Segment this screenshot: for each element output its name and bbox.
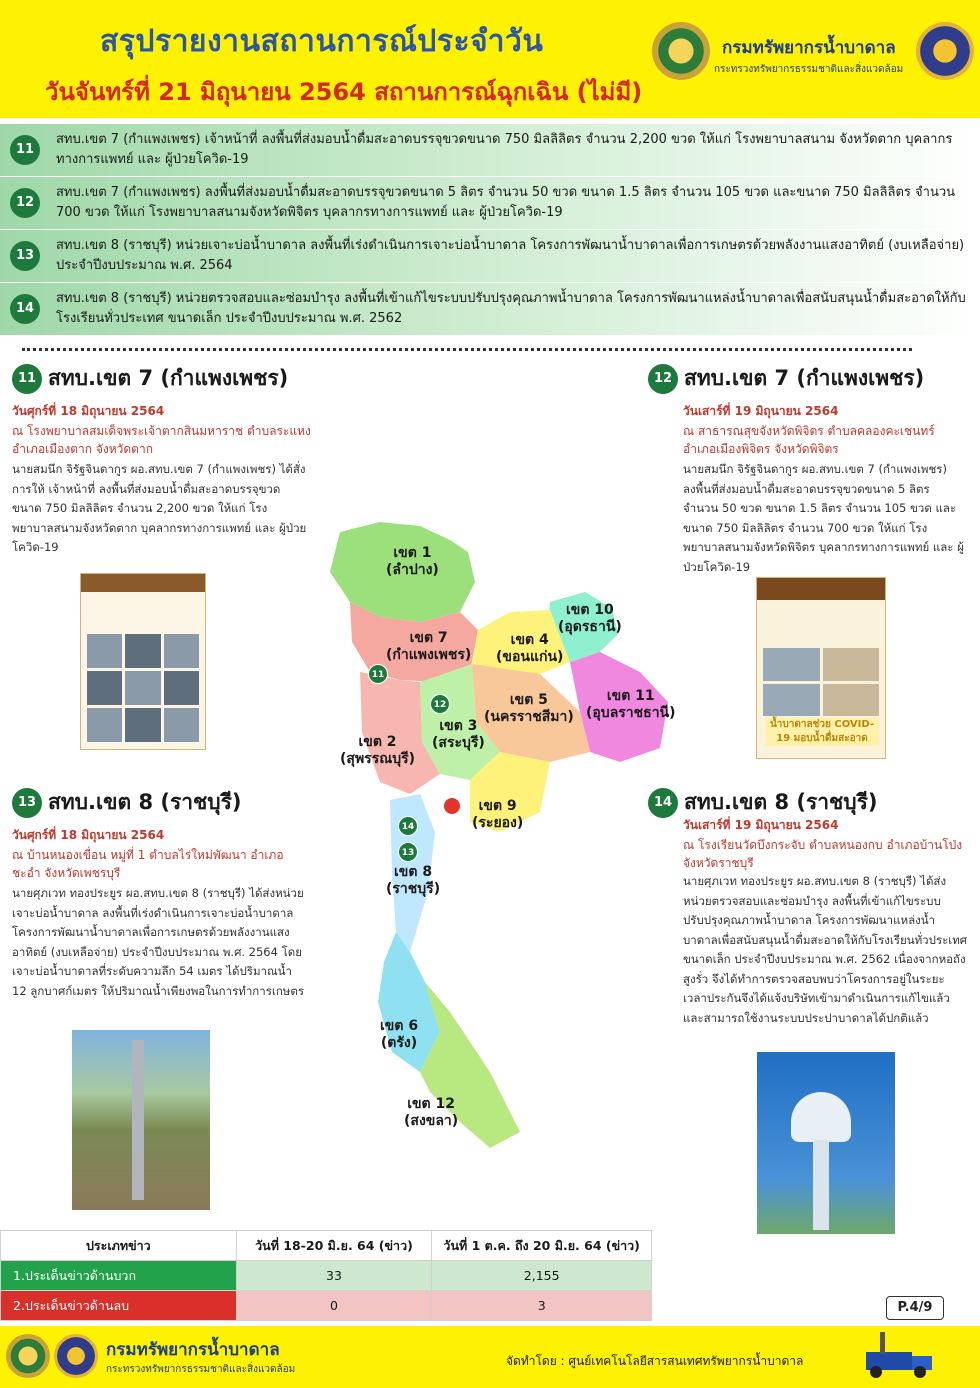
section-12-date: วันเสาร์ที่ 19 มิถุนายน 2564 (683, 404, 839, 418)
department-seal-icon (54, 1334, 98, 1378)
section-14-heading (648, 786, 878, 819)
section-14-water-tower-photo (757, 1052, 895, 1234)
news-stats-table (0, 1230, 652, 1321)
ministry-seal-icon (652, 22, 710, 80)
zone-label: เขต 7 (กำแพงเพชร) (386, 630, 472, 663)
map-news-marker: 14 (398, 816, 418, 836)
poster-header (757, 578, 885, 600)
section-13-body: นายศุภเวท ทองประยูร ผอ.สทบ.เขต 8 (ราชบุรี) ได้ส่งหน่วยเจาะบ่อน้ำบาดาล ลงพื้นที่เร่งดำเนินการเจาะบ่อน้ำบาดาล โครงการพัฒนาน้ำบาดาลเพื่อการเกษตรด้วยพลังงานแสงอาทิตย์ (งบเหลือจ่าย) ประจำปีงบประมาณ พ.ศ. 2564 โดยเจาะบ่อน้ำบาดาลที่ระดับความลึก 54 เมตร ได้ปริมาณน้ำ 12 ลูกบาศก์เมตร ให้ปริมาณน้ำเพียงพอในการทำการเกษตร (12, 886, 305, 998)
section-title: สทบ.เขต 8 (ราชบุรี) (684, 790, 878, 814)
section-13-date: วันศุกร์ที่ 18 มิถุนายน 2564 (12, 828, 165, 842)
row-value: 3 (432, 1291, 652, 1321)
section-number-badge: 12 (648, 364, 678, 394)
report-footer (0, 1326, 980, 1388)
department-seal-icon (916, 22, 974, 80)
column-header: ประเภทข่าว (1, 1231, 237, 1261)
section-12-body: นายสมนึก จิรัฐจินดากูร ผอ.สทบ.เขต 7 (กำแพงเพชร) ลงพื้นที่ส่งมอบน้ำดื่มสะอาดบรรจุขวดขนาด 5 ลิตร จำนวน 50 ขวด ขนาด 1.5 ลิตร จำนวน 105 ขวด และขนาด 750 มิลลิลิตร จำนวน 700 ขวด ให้แก่ โรงพยาบาลสนามจังหวัดพิจิตร บุคลากรทางการแพทย์ และ ผู้ป่วยโควิด-19 (683, 462, 964, 574)
news-item (0, 283, 980, 335)
dotted-divider (22, 348, 912, 351)
report-title: สรุปรายงานสถานการณ์ประจำวัน (100, 24, 544, 59)
zone-label: เขต 10 (อุดรธานี) (558, 602, 622, 635)
report-header (0, 0, 980, 118)
report-subtitle: วันจันทร์ที่ 21 มิถุนายน 2564 สถานการณ์ฉุกเฉิน (ไม่มี) (45, 78, 643, 106)
page-number: P.4/9 (886, 1296, 944, 1320)
news-text: สทบ.เขต 7 (กำแพงเพชร) ลงพื้นที่ส่งมอบน้ำดื่มสะอาดบรรจุขวดขนาด 5 ลิตร จำนวน 50 ขวด ขนาด 1.5 ลิตร จำนวน 105 ขวด และขนาด 750 มิลลิลิตร จำนวน 700 ขวด ให้แก่ โรงพยาบาลสนามจังหวัดพิจิตร บุคลากรทางการแพทย์ และ ผู้ป่วยโควิด-19 (56, 185, 956, 220)
footer-org-sub: กระทรวงทรัพยากรธรรมชาติและสิ่งแวดล้อม (106, 1364, 296, 1375)
water-tank (791, 1092, 851, 1142)
section-11-poster-image (80, 573, 206, 750)
news-number-badge: 11 (10, 135, 40, 165)
zone-label: เขต 8 (ราชบุรี) (386, 864, 441, 897)
zone-label: เขต 5 (นครราชสีมา) (484, 692, 574, 725)
section-11-body: นายสมนึก จิรัฐจินดากูร ผอ.สทบ.เขต 7 (กำแพงเพชร) ได้สั่งการให้ เจ้าหน้าที่ ลงพื้นที่ส่งมอบน้ำดื่มสะอาดบรรจุขวดขนาด 750 มิลลิลิตร จำนวน 2,200 ขวด ให้แก่ โรงพยาบาลสนามจังหวัดตาก บุคลากรทางการแพทย์ และ ผู้ป่วยโควิด-19 (12, 462, 307, 554)
section-number-badge: 14 (648, 788, 678, 818)
column-header: วันที่ 18-20 มิ.ย. 64 (ข่าว) (236, 1231, 432, 1261)
map-news-marker: 11 (368, 664, 388, 684)
section-14-place: ณ โรงเรียนวัดบึงกระจับ ตำบลหนองกบ อำเภอบ้านโป่ง จังหวัดราชบุรี (683, 838, 963, 870)
section-14-date: วันเสาร์ที่ 19 มิถุนายน 2564 (683, 818, 839, 832)
row-value: 0 (236, 1291, 432, 1321)
news-number-badge: 12 (10, 188, 40, 218)
zone-label: เขต 2 (สุพรรณบุรี) (340, 734, 416, 767)
map-svg (300, 512, 680, 1162)
section-title: สทบ.เขต 7 (กำแพงเพชร) (48, 366, 289, 390)
section-11-place: ณ โรงพยาบาลสมเด็จพระเจ้าตากสินมหาราช ตำบลระแหง อำเภอเมืองตาก จังหวัดตาก (12, 424, 311, 456)
bangkok-marker-icon (444, 798, 460, 814)
section-number-badge: 13 (12, 788, 42, 818)
thailand-region-map (300, 512, 680, 1162)
row-value: 33 (236, 1261, 432, 1291)
section-13-drilling-photo (72, 1030, 210, 1210)
zone-label: เขต 6 (ตรัง) (380, 1018, 419, 1051)
footer-org-name: กรมทรัพยากรน้ำบาดาล (106, 1340, 280, 1360)
news-item (0, 124, 980, 176)
section-12-place: ณ สาธารณสุขจังหวัดพิจิตร ตำบลคลองคะเชนทร์ อำเภอเมืองพิจิตร จังหวัดพิจิตร (683, 424, 935, 456)
zone-label: เขต 12 (สงขลา) (404, 1096, 459, 1129)
news-item (0, 230, 980, 282)
row-value: 2,155 (432, 1261, 652, 1291)
poster-caption: น้ำบาดาลช่วย COVID-19 มอบน้ำดื่มสะอาด (765, 718, 879, 746)
row-label: 2.ประเด็นข่าวด้านลบ (1, 1291, 237, 1321)
news-text: สทบ.เขต 7 (กำแพงเพชร) เจ้าหน้าที่ ลงพื้นที่ส่งมอบน้ำดื่มสะอาดบรรจุขวดขนาด 750 มิลลิลิตร จำนวน 2,200 ขวด ให้แก่ โรงพยาบาลสนาม จังหวัดตาก บุคลากรทางการแพทย์ และ ผู้ป่วยโควิด-19 (56, 132, 953, 167)
ministry-seal-icon (6, 1334, 50, 1378)
footer-credit: จัดทำโดย : ศูนย์เทคโนโลยีสารสนเทศทรัพยากรน้ำบาดาล (506, 1354, 804, 1368)
map-news-marker: 12 (430, 694, 450, 714)
news-item (0, 177, 980, 229)
column-header: วันที่ 1 ต.ค. ถึง 20 มิ.ย. 64 (ข่าว) (432, 1231, 652, 1261)
section-number-badge: 11 (12, 364, 42, 394)
section-13-heading (12, 786, 242, 819)
zone-label: เขต 4 (ขอนแก่น) (496, 632, 564, 665)
zone-label: เขต 1 (ลำปาง) (386, 545, 439, 578)
header-org-name: กรมทรัพยากรน้ำบาดาล (722, 38, 896, 58)
drilling-truck-icon (860, 1330, 940, 1380)
section-14-body: นายศุภเวท ทองประยูร ผอ.สทบ.เขต 8 (ราชบุรี) ได้ส่งหน่วยตรวจสอบและซ่อมบำรุง ลงพื้นที่เข้าแก้ไขระบบปรับปรุงคุณภาพน้ำบาดาล โครงการพัฒนาแหล่งน้ำบาดาลเพื่อสนับสนุนน้ำดื่มสะอาดให้กับโรงเรียนทั่วประเทศ ขนาดเล็ก ประจำปีงบประมาณ พ.ศ. 2562 เนื่องจากหอถังสูงรั่ว จึงได้ทำการตรวจสอบพบว่าโครงการอยู่ในระยะเวลาประกันจึงได้แจ้งบริษัทเข้ามาดำเนินการแก้ไขแล้ว และสามารถใช้งานระบบประปาบาดาลได้ปกติแล้ว (683, 874, 968, 1025)
poster-header (81, 574, 205, 592)
map-news-marker: 13 (398, 842, 418, 862)
row-label: 1.ประเด็นข่าวด้านบวก (1, 1261, 237, 1291)
drill-rig (132, 1040, 144, 1200)
news-text: สทบ.เขต 8 (ราชบุรี) หน่วยเจาะบ่อน้ำบาดาล ลงพื้นที่เร่งดำเนินการเจาะบ่อน้ำบาดาล โครงการพัฒนาน้ำบาดาลเพื่อการเกษตรด้วยพลังงานแสงอาทิตย์ (งบเหลือจ่าย) ประจำปีงบประมาณ พ.ศ. 2564 (56, 238, 965, 273)
zone-label: เขต 3 (สระบุรี) (432, 718, 485, 751)
water-tower-pole (813, 1140, 829, 1230)
section-12-heading (648, 362, 924, 395)
header-org-sub: กระทรวงทรัพยากรธรรมชาติและสิ่งแวดล้อม (714, 64, 904, 75)
section-13-place: ณ บ้านหนองเขื่อน หมู่ที่ 1 ตำบลไร่ใหม่พัฒนา อำเภอชะอำ จังหวัดเพชรบุรี (12, 848, 284, 880)
table-header-row (1, 1231, 652, 1261)
section-12-poster-image (756, 577, 886, 759)
news-text: สทบ.เขต 8 (ราชบุรี) หน่วยตรวจสอบและซ่อมบำรุง ลงพื้นที่เข้าแก้ไขระบบปรับปรุงคุณภาพน้ำบาดาล โครงการพัฒนาแหล่งน้ำบาดาลเพื่อสนับสนุนน้ำดื่มสะอาดให้กับโรงเรียนทั่วประเทศ ขนาดเล็ก ประจำปีงบประมาณ พ.ศ. 2562 (56, 291, 966, 326)
table-row (1, 1291, 652, 1321)
news-number-badge: 13 (10, 241, 40, 271)
zone-label: เขต 11 (อุบลราชธานี) (586, 688, 676, 721)
poster-photo-grid (763, 648, 879, 716)
news-number-badge: 14 (10, 294, 40, 324)
table-row (1, 1261, 652, 1291)
section-11-heading (12, 362, 288, 395)
section-title: สทบ.เขต 7 (กำแพงเพชร) (684, 366, 925, 390)
news-list (0, 124, 980, 336)
section-11-date: วันศุกร์ที่ 18 มิถุนายน 2564 (12, 404, 165, 418)
section-title: สทบ.เขต 8 (ราชบุรี) (48, 790, 242, 814)
zone-label: เขต 9 (ระยอง) (472, 798, 524, 831)
poster-photo-grid (87, 634, 199, 742)
